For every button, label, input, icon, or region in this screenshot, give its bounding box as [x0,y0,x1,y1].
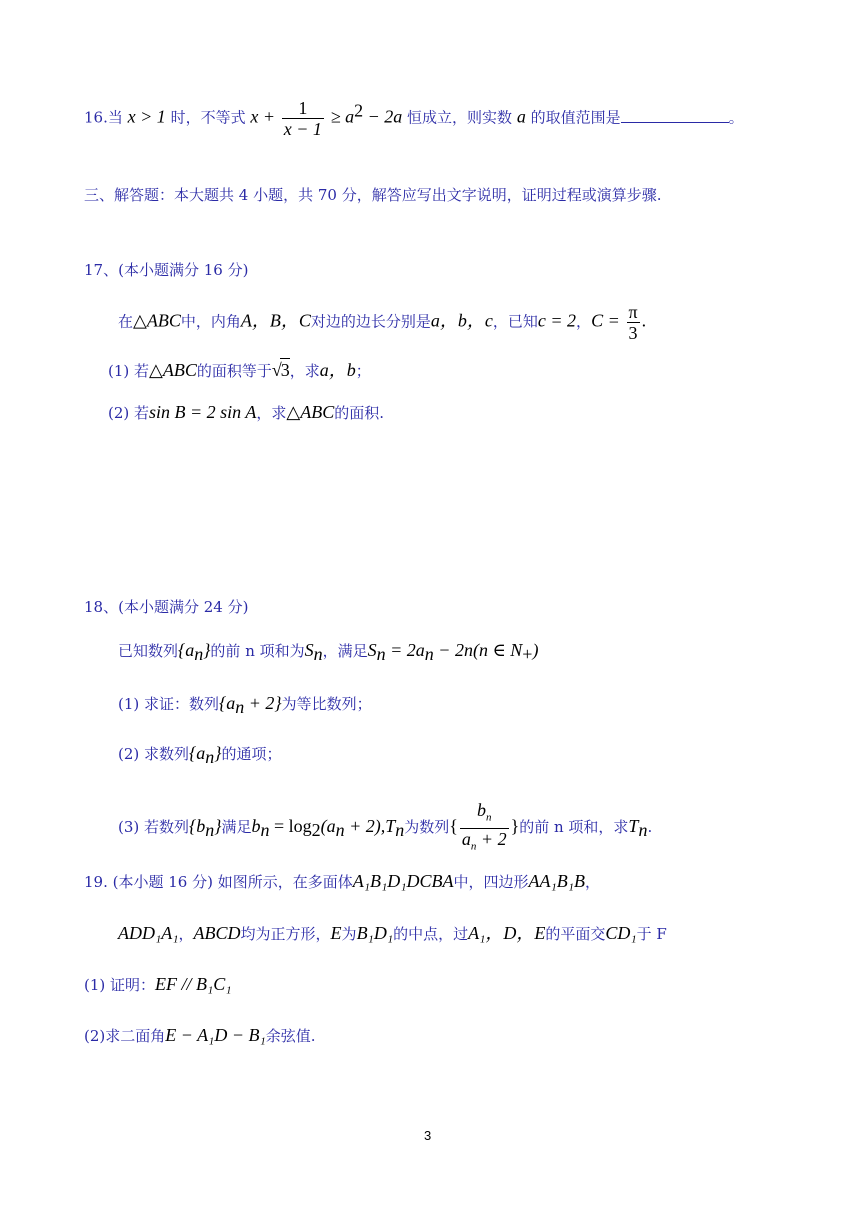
pi-over-3: $\frac{\pi}{3}$ [628,302,638,343]
question-18-part-2: (2) 求数列$\{a_n\}$的通项； [118,743,282,767]
question-17-part-1: (1) 若△ABC的面积等于√3，求a，b； [108,360,371,380]
question-19-line-2: ADD₁A₁，ABCD均为正方形，E为B₁D₁的中点，过A₁，D，E的平面交CD₁于 F [118,923,667,943]
question-19-part-2: (2)求二面角E − A₁D − B₁余弦值. [84,1025,316,1045]
question-17-part-2: (2) 若sin B = 2 sin A，求△ABC的面积. [108,402,384,422]
fraction-bn-over-an-plus-2: $\frac{b_n}{a_n + 2}$ [461,800,507,853]
question-19-part-1: (1) 证明：EF // B₁C₁ [84,974,232,994]
question-17-intro: 在△ABC中，内角A，B，C对边的边长分别是a，b，c，已知c = 2，C = $\frac{\pi}{3}$ . [118,302,647,343]
sqrt-sign: √ [271,360,282,380]
page-number: 3 [424,1128,432,1143]
question-16: 16.当 x > 1 时，不等式 x + $\frac{1}{x - 1}$ ≥ $a^2 - 2a$ 恒成立，则实数 a 的取值范围是 。 [84,98,744,139]
question-17-header: 17、(本小题满分 16 分) [84,261,249,279]
section-3-heading: 三、解答题：本大题共 4 小题，共 70 分，解答应写出文字说明，证明过程或演算步骤. [84,186,662,204]
question-18-header: 18、(本小题满分 24 分) [84,598,249,616]
question-19-line-1: 19. (本小题 16 分) 如图所示，在多面体A₁B₁D₁DCBA中，四边形AA₁B₁B， [84,871,601,891]
question-18-part-1: (1) 求证：数列$\{a_n + 2\}$为等比数列； [118,693,372,717]
question-18-part-3: (3) 若数列$\{b_n\}$满足$b_n = \log_2(a_n + 2),T_n$为数列{ $\frac{b_n}{a_n + 2}$ }的前 n 项和，求$T_n$. [118,800,652,856]
answer-blank [621,108,729,123]
fraction: $\frac{1}{x - 1}$ [283,98,322,139]
question-18-intro: 已知数列$\{a_n\}$的前 n 项和为$S_n$，满足$S_n = 2a_n - 2n(n$ ∈ $N_+$) [118,640,539,664]
